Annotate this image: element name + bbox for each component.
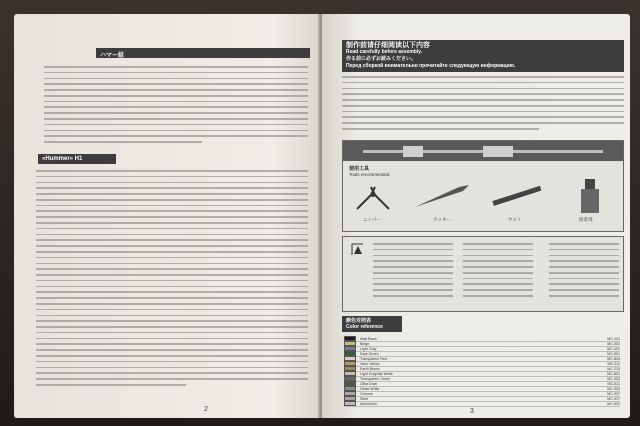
section-title-bar [96,48,310,58]
color-code: MC-101 [607,336,620,341]
color-name: Matt Black [360,336,377,341]
color-name: Gloss White [360,386,380,391]
color-code: MC-903 [607,376,620,381]
header-russian: Перед сборкой внимательно прочитайте следующую информацию. [346,63,516,69]
section-title: ハマー組 [100,53,125,58]
color-name: Light Graphite White [360,371,393,376]
nippers-icon [353,183,393,213]
color-name: Olive Drab [360,381,377,386]
hobby-knife-icon [413,181,473,211]
color-code: MC-917 [607,396,620,401]
header-japanese: 作る前に必ずお読みください。 [346,56,417,62]
color-name: Sand Yellow [360,361,380,366]
color-code: MC-921 [607,401,620,406]
color-name: Beige [360,341,370,346]
color-reference-header [342,316,402,332]
assembly-notes [342,76,624,136]
color-code: MC-211 [607,361,620,366]
page-number-left: 2 [204,406,208,413]
left-page [14,14,320,418]
symbols-text-col1 [373,243,453,307]
color-name: Chrome [360,391,373,396]
color-code: MC-907 [607,391,620,396]
intro-paragraph [44,66,308,148]
header-english: Read carefully before assembly. [346,49,423,55]
article-body [36,170,308,406]
symbol-icon [351,243,363,255]
color-name: Aluminium [360,401,377,406]
article-title: «Hummer» H1 [42,156,83,162]
color-code: MC-002 [607,341,620,346]
color-name: Steel [360,396,369,401]
color-name: Dark Green [360,351,379,356]
color-code: MC-601 [607,371,620,376]
file-icon [488,181,548,211]
symbols-panel [342,236,624,312]
color-code: MC-511 [607,381,620,386]
tool-label-glue: 接着剤 [579,217,593,222]
tool-label-nippers: ニッパー [363,217,381,222]
tool-label-file: ヤスリ [508,217,522,222]
tools-subtitle: Tools recommended [349,172,390,177]
symbols-text-col2 [463,243,533,307]
header-chinese: 制作前请仔细阅读以下内容 [346,42,430,49]
color-row [344,401,620,407]
instruction-booklet [14,14,630,418]
color-name: Transparent Green [360,376,391,381]
tools-panel [342,140,624,232]
color-code: MC-501 [607,351,620,356]
color-swatch [344,401,356,406]
symbols-text-col3 [549,243,619,307]
right-page [322,14,630,418]
color-code: MC-904 [607,386,620,391]
color-code: MC-803 [607,356,620,361]
article-title-bar [38,154,116,164]
tools-title: 使用工具 [349,166,370,172]
read-before-assembly-banner [342,40,624,72]
page-number-right: 3 [470,408,474,415]
parts-runner-icon [363,145,603,159]
glue-bottle-icon [573,175,607,215]
color-code: MC-215 [607,366,620,371]
color-name: Earth Brown [360,366,380,371]
color-reference-title: Color reference [346,324,383,330]
color-name: Transparent Red [360,356,387,361]
color-code: MC-401 [607,346,620,351]
color-reference-label: 颜色对照表 [346,318,372,324]
tool-label-knife: カッター [433,217,451,222]
color-name: Light Gray [360,346,377,351]
